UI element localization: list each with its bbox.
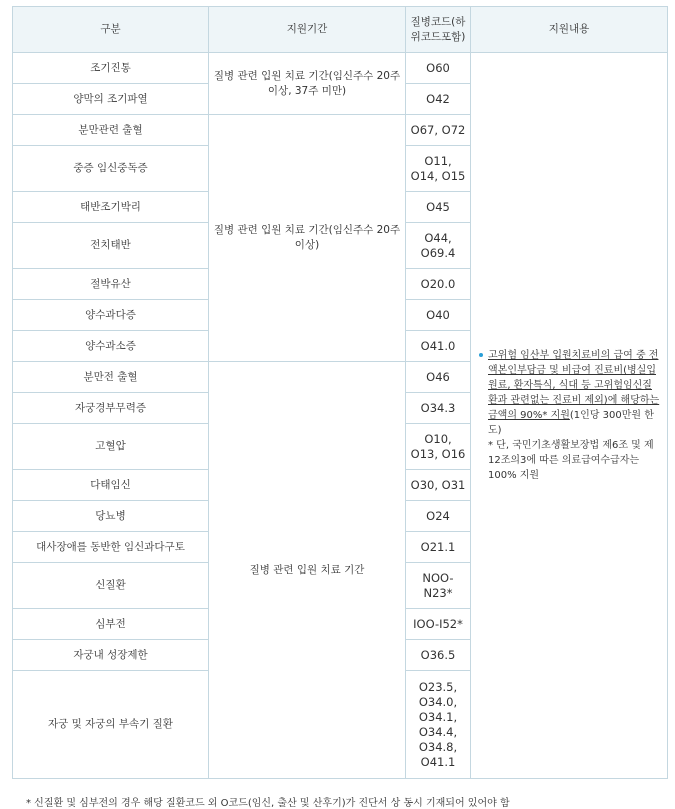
category-cell: 절박유산	[13, 269, 209, 300]
header-period: 지원기간	[209, 7, 406, 53]
support-content-cell	[471, 53, 668, 779]
header-category: 구분	[13, 7, 209, 53]
table-header-row	[13, 7, 668, 53]
disease-code-cell: O34.3	[406, 393, 471, 424]
disease-code-cell: O21.1	[406, 532, 471, 563]
support-main-text: 고위험 임산부 입원치료비의 급여 중 전액본인부담금 및 비급여 진료비(병실입원료, 환자특식, 식대 등 고위험임신질환과 관련없는 진료비 제외)에 해당하는 금액의 90%* 지원	[488, 350, 660, 421]
disease-code-cell: O46	[406, 362, 471, 393]
disease-code-cell: NOO-N23*	[406, 563, 471, 609]
disease-code-cell: O42	[406, 84, 471, 115]
category-cell: 조기진통	[13, 53, 209, 84]
category-cell: 당뇨병	[13, 501, 209, 532]
category-cell: 자궁경부무력증	[13, 393, 209, 424]
disease-code-cell: IOO-I52*	[406, 609, 471, 640]
category-cell: 자궁 및 자궁의 부속기 질환	[13, 671, 209, 779]
disease-code-cell: O20.0	[406, 269, 471, 300]
category-cell: 양수과다증	[13, 300, 209, 331]
disease-support-table	[12, 6, 668, 779]
disease-code-cell: O45	[406, 192, 471, 223]
category-cell: 양막의 조기파열	[13, 84, 209, 115]
disease-code-cell: O41.0	[406, 331, 471, 362]
disease-code-cell: O60	[406, 53, 471, 84]
footnote: * 신질환 및 심부전의 경우 해당 질환코드 외 O코드(임신, 출산 및 산후기)가 진단서 상 동시 기재되어 있어야 함	[26, 798, 510, 809]
header-content: 지원내용	[471, 7, 668, 53]
disease-code-cell: O36.5	[406, 640, 471, 671]
disease-code-cell: O11, O14, O15	[406, 146, 471, 192]
disease-code-cell: O23.5, O34.0, O34.1, O34.4, O34.8, O41.1	[406, 671, 471, 779]
disease-code-cell: O10, O13, O16	[406, 424, 471, 470]
support-content-item	[479, 348, 661, 483]
category-cell: 신질환	[13, 563, 209, 609]
support-note: * 단, 국민기초생활보장법 제6조 및 제12조의3에 따른 의료급여수급자는 100% 지원	[488, 440, 654, 481]
category-cell: 분만관련 출혈	[13, 115, 209, 146]
category-cell: 다태임신	[13, 470, 209, 501]
disease-code-cell: O40	[406, 300, 471, 331]
disease-code-cell: O44, O69.4	[406, 223, 471, 269]
disease-code-cell: O24	[406, 501, 471, 532]
category-cell: 태반조기박리	[13, 192, 209, 223]
category-cell: 분만전 출혈	[13, 362, 209, 393]
category-cell: 중증 임신중독증	[13, 146, 209, 192]
period-cell: 질병 관련 입원 치료 기간(임신주수 20주 이상)	[209, 115, 406, 362]
header-code: 질병코드(하위코드포함)	[406, 7, 471, 53]
period-cell: 질병 관련 입원 치료 기간	[209, 362, 406, 779]
category-cell: 양수과소증	[13, 331, 209, 362]
table-row	[13, 53, 668, 84]
category-cell: 심부전	[13, 609, 209, 640]
category-cell: 전치태반	[13, 223, 209, 269]
disease-code-cell: O30, O31	[406, 470, 471, 501]
period-cell: 질병 관련 입원 치료 기간(임신주수 20주 이상, 37주 미만)	[209, 53, 406, 115]
category-cell: 대사장애를 동반한 임신과다구토	[13, 532, 209, 563]
category-cell: 고혈압	[13, 424, 209, 470]
category-cell: 자궁내 성장제한	[13, 640, 209, 671]
bullet-icon	[479, 353, 483, 357]
support-limit-text: (1인당 300만원 한도)	[488, 410, 654, 436]
disease-code-cell: O67, O72	[406, 115, 471, 146]
